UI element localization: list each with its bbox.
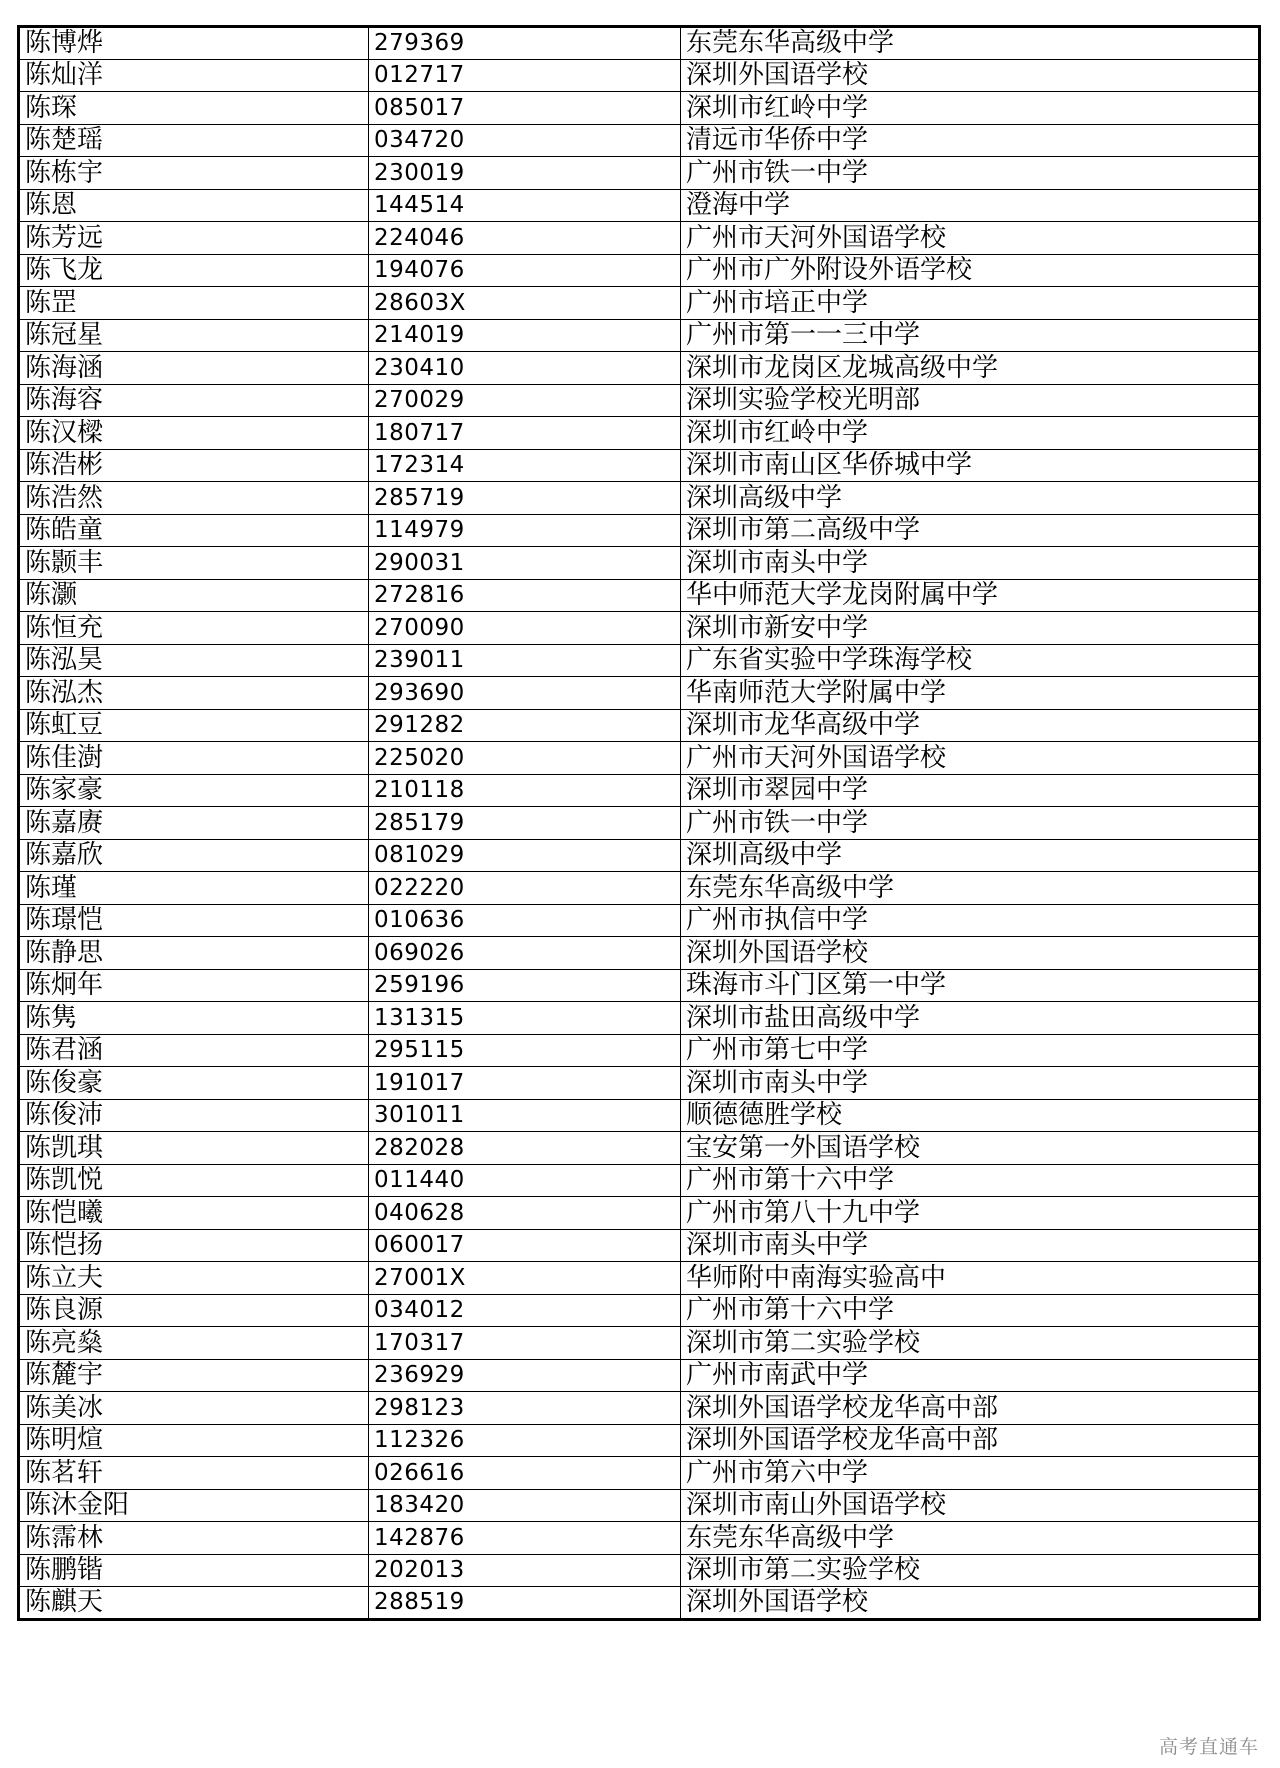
school-name-cell: 深圳市红岭中学 xyxy=(681,417,1260,450)
student-code-cell: 298123 xyxy=(369,1392,681,1425)
school-name-cell: 顺德德胜学校 xyxy=(681,1099,1260,1132)
table-row xyxy=(19,807,1260,840)
student-name-cell: 陈嘉欣 xyxy=(19,839,369,872)
student-code-cell: 144514 xyxy=(369,189,681,222)
student-name-cell: 陈皓童 xyxy=(19,514,369,547)
table-row xyxy=(19,937,1260,970)
student-code-cell: 230019 xyxy=(369,157,681,190)
student-name-cell: 陈璟恺 xyxy=(19,904,369,937)
student-code-cell: 279369 xyxy=(369,27,681,60)
table-row xyxy=(19,1522,1260,1555)
school-name-cell: 东莞东华高级中学 xyxy=(681,872,1260,905)
table-row xyxy=(19,612,1260,645)
student-name-cell: 陈恺曦 xyxy=(19,1197,369,1230)
school-name-cell: 深圳市红岭中学 xyxy=(681,92,1260,125)
school-name-cell: 广州市天河外国语学校 xyxy=(681,222,1260,255)
school-name-cell: 广州市第十六中学 xyxy=(681,1164,1260,1197)
table-row xyxy=(19,92,1260,125)
school-name-cell: 深圳市第二实验学校 xyxy=(681,1554,1260,1587)
table-row xyxy=(19,319,1260,352)
student-name-cell: 陈灏 xyxy=(19,579,369,612)
student-name-cell: 陈凯琪 xyxy=(19,1132,369,1165)
school-name-cell: 华师附中南海实验高中 xyxy=(681,1262,1260,1295)
school-name-cell: 深圳市第二实验学校 xyxy=(681,1327,1260,1360)
table-row xyxy=(19,1392,1260,1425)
school-name-cell: 广州市培正中学 xyxy=(681,287,1260,320)
table-row xyxy=(19,287,1260,320)
student-code-cell: 172314 xyxy=(369,449,681,482)
student-code-cell: 183420 xyxy=(369,1489,681,1522)
school-name-cell: 深圳市南头中学 xyxy=(681,1229,1260,1262)
school-name-cell: 东莞东华高级中学 xyxy=(681,1522,1260,1555)
student-code-cell: 131315 xyxy=(369,1002,681,1035)
table-row xyxy=(19,969,1260,1002)
student-name-cell: 陈霈林 xyxy=(19,1522,369,1555)
school-name-cell: 广州市广外附设外语学校 xyxy=(681,254,1260,287)
roster-table-body xyxy=(19,27,1260,1620)
student-code-cell: 293690 xyxy=(369,677,681,710)
student-code-cell: 259196 xyxy=(369,969,681,1002)
student-code-cell: 288519 xyxy=(369,1587,681,1620)
student-name-cell: 陈家豪 xyxy=(19,774,369,807)
table-row xyxy=(19,1002,1260,1035)
school-name-cell: 深圳市盐田高级中学 xyxy=(681,1002,1260,1035)
school-name-cell: 深圳高级中学 xyxy=(681,482,1260,515)
student-code-cell: 114979 xyxy=(369,514,681,547)
school-name-cell: 广州市第一一三中学 xyxy=(681,319,1260,352)
student-name-cell: 陈罡 xyxy=(19,287,369,320)
table-row xyxy=(19,1457,1260,1490)
roster-table xyxy=(17,25,1261,1621)
table-row xyxy=(19,1229,1260,1262)
table-row xyxy=(19,774,1260,807)
student-code-cell: 236929 xyxy=(369,1359,681,1392)
student-name-cell: 陈芳远 xyxy=(19,222,369,255)
student-name-cell: 陈亮燊 xyxy=(19,1327,369,1360)
school-name-cell: 深圳市新安中学 xyxy=(681,612,1260,645)
student-code-cell: 170317 xyxy=(369,1327,681,1360)
student-name-cell: 陈立夫 xyxy=(19,1262,369,1295)
table-row xyxy=(19,1294,1260,1327)
student-code-cell: 214019 xyxy=(369,319,681,352)
student-code-cell: 28603X xyxy=(369,287,681,320)
table-row xyxy=(19,1359,1260,1392)
student-name-cell: 陈虹豆 xyxy=(19,709,369,742)
student-name-cell: 陈泓昊 xyxy=(19,644,369,677)
student-name-cell: 陈瑾 xyxy=(19,872,369,905)
student-name-cell: 陈嘉赓 xyxy=(19,807,369,840)
school-name-cell: 深圳市南山外国语学校 xyxy=(681,1489,1260,1522)
school-name-cell: 深圳实验学校光明部 xyxy=(681,384,1260,417)
school-name-cell: 宝安第一外国语学校 xyxy=(681,1132,1260,1165)
student-code-cell: 034012 xyxy=(369,1294,681,1327)
student-code-cell: 069026 xyxy=(369,937,681,970)
school-name-cell: 广州市第十六中学 xyxy=(681,1294,1260,1327)
student-name-cell: 陈隽 xyxy=(19,1002,369,1035)
school-name-cell: 广州市天河外国语学校 xyxy=(681,742,1260,775)
table-row xyxy=(19,1587,1260,1620)
student-name-cell: 陈俊沛 xyxy=(19,1099,369,1132)
student-name-cell: 陈凯悦 xyxy=(19,1164,369,1197)
student-code-cell: 239011 xyxy=(369,644,681,677)
school-name-cell: 广州市第六中学 xyxy=(681,1457,1260,1490)
table-row xyxy=(19,1489,1260,1522)
table-row xyxy=(19,904,1260,937)
student-name-cell: 陈琛 xyxy=(19,92,369,125)
table-row xyxy=(19,1197,1260,1230)
student-code-cell: 085017 xyxy=(369,92,681,125)
table-row xyxy=(19,254,1260,287)
school-name-cell: 广州市铁一中学 xyxy=(681,807,1260,840)
table-row xyxy=(19,1327,1260,1360)
table-row xyxy=(19,644,1260,677)
student-code-cell: 026616 xyxy=(369,1457,681,1490)
student-name-cell: 陈明煊 xyxy=(19,1424,369,1457)
student-code-cell: 194076 xyxy=(369,254,681,287)
school-name-cell: 广州市执信中学 xyxy=(681,904,1260,937)
student-name-cell: 陈君涵 xyxy=(19,1034,369,1067)
table-row xyxy=(19,157,1260,190)
student-name-cell: 陈静思 xyxy=(19,937,369,970)
student-code-cell: 285179 xyxy=(369,807,681,840)
student-code-cell: 060017 xyxy=(369,1229,681,1262)
school-name-cell: 澄海中学 xyxy=(681,189,1260,222)
student-code-cell: 285719 xyxy=(369,482,681,515)
table-row xyxy=(19,27,1260,60)
student-code-cell: 011440 xyxy=(369,1164,681,1197)
student-code-cell: 230410 xyxy=(369,352,681,385)
student-code-cell: 291282 xyxy=(369,709,681,742)
student-name-cell: 陈炯年 xyxy=(19,969,369,1002)
student-name-cell: 陈恺扬 xyxy=(19,1229,369,1262)
school-name-cell: 广州市第七中学 xyxy=(681,1034,1260,1067)
table-row xyxy=(19,482,1260,515)
student-name-cell: 陈佳澍 xyxy=(19,742,369,775)
student-name-cell: 陈泓杰 xyxy=(19,677,369,710)
student-code-cell: 272816 xyxy=(369,579,681,612)
student-name-cell: 陈灿洋 xyxy=(19,59,369,92)
student-code-cell: 282028 xyxy=(369,1132,681,1165)
school-name-cell: 华南师范大学附属中学 xyxy=(681,677,1260,710)
school-name-cell: 深圳市南山区华侨城中学 xyxy=(681,449,1260,482)
student-name-cell: 陈恒充 xyxy=(19,612,369,645)
table-row xyxy=(19,547,1260,580)
student-code-cell: 180717 xyxy=(369,417,681,450)
student-name-cell: 陈俊豪 xyxy=(19,1067,369,1100)
table-row xyxy=(19,677,1260,710)
school-name-cell: 广州市铁一中学 xyxy=(681,157,1260,190)
student-name-cell: 陈茗轩 xyxy=(19,1457,369,1490)
table-row xyxy=(19,222,1260,255)
school-name-cell: 深圳外国语学校 xyxy=(681,937,1260,970)
student-code-cell: 040628 xyxy=(369,1197,681,1230)
school-name-cell: 深圳市翠园中学 xyxy=(681,774,1260,807)
student-name-cell: 陈鹏锴 xyxy=(19,1554,369,1587)
student-code-cell: 225020 xyxy=(369,742,681,775)
student-code-cell: 112326 xyxy=(369,1424,681,1457)
student-name-cell: 陈浩然 xyxy=(19,482,369,515)
table-row xyxy=(19,1132,1260,1165)
student-code-cell: 034720 xyxy=(369,124,681,157)
table-row xyxy=(19,1164,1260,1197)
school-name-cell: 深圳市南头中学 xyxy=(681,1067,1260,1100)
table-row xyxy=(19,1262,1260,1295)
student-name-cell: 陈冠星 xyxy=(19,319,369,352)
school-name-cell: 深圳外国语学校 xyxy=(681,59,1260,92)
student-code-cell: 142876 xyxy=(369,1522,681,1555)
student-code-cell: 270090 xyxy=(369,612,681,645)
school-name-cell: 东莞东华高级中学 xyxy=(681,27,1260,60)
table-row xyxy=(19,1424,1260,1457)
table-row xyxy=(19,59,1260,92)
table-row xyxy=(19,417,1260,450)
student-code-cell: 081029 xyxy=(369,839,681,872)
student-code-cell: 27001X xyxy=(369,1262,681,1295)
school-name-cell: 深圳市龙岗区龙城高级中学 xyxy=(681,352,1260,385)
table-row xyxy=(19,1034,1260,1067)
table-row xyxy=(19,189,1260,222)
student-name-cell: 陈麓宇 xyxy=(19,1359,369,1392)
student-name-cell: 陈海容 xyxy=(19,384,369,417)
student-name-cell: 陈海涵 xyxy=(19,352,369,385)
student-code-cell: 290031 xyxy=(369,547,681,580)
student-name-cell: 陈栋宇 xyxy=(19,157,369,190)
table-row xyxy=(19,709,1260,742)
school-name-cell: 深圳市南头中学 xyxy=(681,547,1260,580)
watermark-text: 高考直通车 xyxy=(1158,1736,1259,1758)
table-row xyxy=(19,384,1260,417)
table-row xyxy=(19,872,1260,905)
student-code-cell: 301011 xyxy=(369,1099,681,1132)
school-name-cell: 广州市南武中学 xyxy=(681,1359,1260,1392)
table-row xyxy=(19,449,1260,482)
school-name-cell: 深圳外国语学校龙华高中部 xyxy=(681,1392,1260,1425)
student-code-cell: 270029 xyxy=(369,384,681,417)
student-code-cell: 022220 xyxy=(369,872,681,905)
student-name-cell: 陈汉樑 xyxy=(19,417,369,450)
student-name-cell: 陈恩 xyxy=(19,189,369,222)
school-name-cell: 华中师范大学龙岗附属中学 xyxy=(681,579,1260,612)
school-name-cell: 深圳市第二高级中学 xyxy=(681,514,1260,547)
table-row xyxy=(19,124,1260,157)
student-name-cell: 陈沐金阳 xyxy=(19,1489,369,1522)
student-name-cell: 陈飞龙 xyxy=(19,254,369,287)
table-row xyxy=(19,352,1260,385)
student-name-cell: 陈良源 xyxy=(19,1294,369,1327)
school-name-cell: 清远市华侨中学 xyxy=(681,124,1260,157)
school-name-cell: 深圳外国语学校 xyxy=(681,1587,1260,1620)
student-name-cell: 陈浩彬 xyxy=(19,449,369,482)
student-code-cell: 010636 xyxy=(369,904,681,937)
school-name-cell: 深圳市龙华高级中学 xyxy=(681,709,1260,742)
student-name-cell: 陈楚瑶 xyxy=(19,124,369,157)
student-code-cell: 202013 xyxy=(369,1554,681,1587)
school-name-cell: 深圳外国语学校龙华高中部 xyxy=(681,1424,1260,1457)
table-row xyxy=(19,1067,1260,1100)
table-row xyxy=(19,742,1260,775)
student-code-cell: 295115 xyxy=(369,1034,681,1067)
table-row xyxy=(19,1099,1260,1132)
student-name-cell: 陈颢丰 xyxy=(19,547,369,580)
student-code-cell: 191017 xyxy=(369,1067,681,1100)
student-code-cell: 224046 xyxy=(369,222,681,255)
table-row xyxy=(19,579,1260,612)
student-code-cell: 210118 xyxy=(369,774,681,807)
school-name-cell: 深圳高级中学 xyxy=(681,839,1260,872)
student-code-cell: 012717 xyxy=(369,59,681,92)
school-name-cell: 广州市第八十九中学 xyxy=(681,1197,1260,1230)
table-row xyxy=(19,514,1260,547)
student-name-cell: 陈美冰 xyxy=(19,1392,369,1425)
student-name-cell: 陈博烨 xyxy=(19,27,369,60)
table-row xyxy=(19,839,1260,872)
school-name-cell: 广东省实验中学珠海学校 xyxy=(681,644,1260,677)
school-name-cell: 珠海市斗门区第一中学 xyxy=(681,969,1260,1002)
student-name-cell: 陈麒天 xyxy=(19,1587,369,1620)
table-row xyxy=(19,1554,1260,1587)
